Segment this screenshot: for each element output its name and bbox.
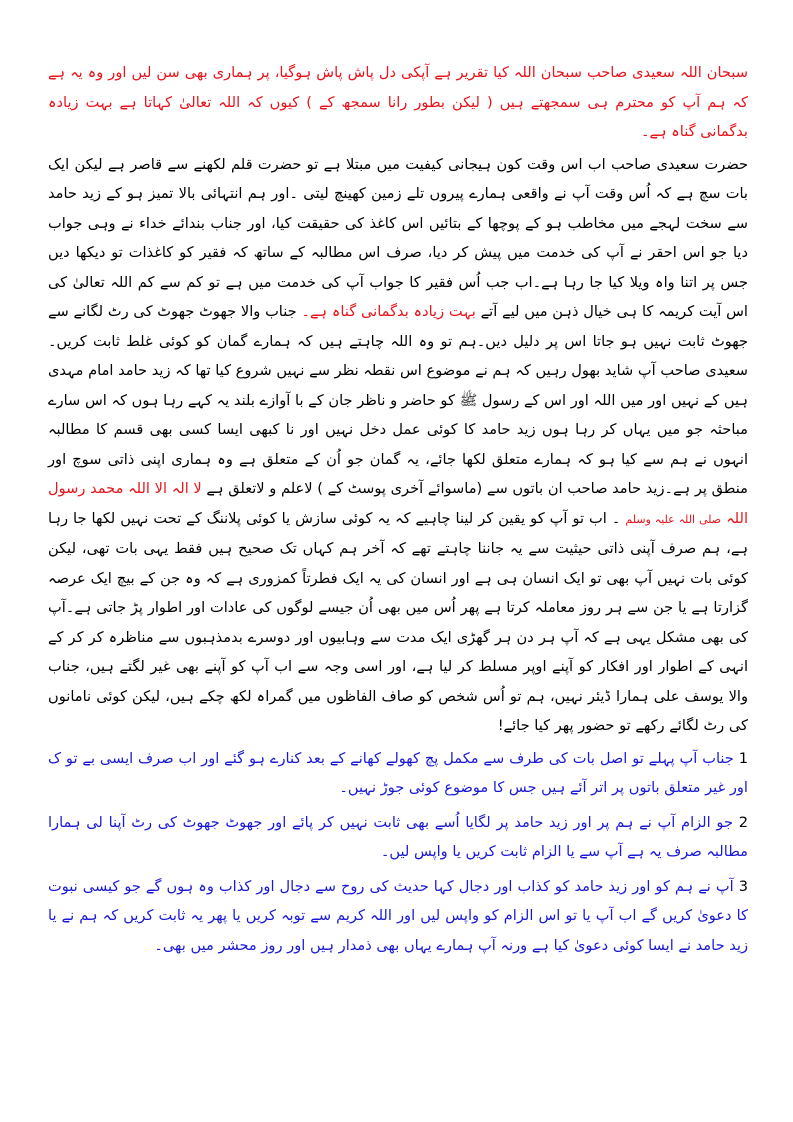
document-page: [48, 58, 748, 960]
point-3-text: آپ نے ہم کو اور زید حامد کو کذاب اور دجال کہا حدیث کی روح سے دجال اور کذاب وہ ہوں گے جو کیسی نبوت کا دعویٰ کریں گے اب آپ یا تو اس الزام کو واپس لیں اور اللہ کریم سے توبہ کریں یا پھر یہ ثابت کریں کہ ہم نے یا زید حامد نے ایسا کوئی دعویٰ کیا ہے ورنہ آپ ہمارے یہاں بھی ذمدار ہیں اور روز محشر میں بھی۔: [48, 877, 748, 954]
point-1: [48, 744, 748, 803]
quran-quote: بہت زیادہ بدگمانی گناہ ہے۔: [301, 303, 476, 320]
point-1-number: 1: [738, 749, 748, 767]
saw-honorific: صلی اللہ علیہ وسلم: [625, 512, 722, 526]
point-1-text: جناب آپ پہلے تو اصل بات کی طرف سے مکمل پچ کھولے کھانے کے بعد کنارے ہو گئے اور اب صرف ایسی بے تو ک اور غیر متعلق باتوں پر اتر آئے ہیں جس کا موضوع کوئی جوڑ نہیں۔: [48, 749, 748, 796]
point-2-number: 2: [738, 813, 748, 831]
intro-line-1: سبحان اللہ سعیدی صاحب سبحان اللہ کیا تقریر ہے آپکی دل پاش پاش ہوگیا، پر ہماری بھی سن لیں اور وہ یہ ہے کہ ہم آپ کو محترم ہی سمجھتے ہیں: [48, 64, 748, 111]
kalima-text: لا الہ الا اللہ محمد رسول اللہ: [48, 480, 749, 527]
main-text-part-3: ۔ اب تو آپ کو یقین کر لینا چاہیے کہ یہ کوئی سازش یا کوئی پلاننگ کے تحت نہیں لکھا جا رہا ہے، ہم صرف آپنی ذاتی حیثیت سے یہ جاننا چاہتے تھے کہ آخر ہم کہاں تک صحیح ہیں فقط یہی بات تھی، لیکن کوئی بات نہیں آپ بھی تو ایک انسان ہی ہے اور انسان کی یہ ایک فطرتاً کمزوری ہے کہ وہ جن کے بیچ ایک عرصہ گزارتا ہے یا جن سے ہر روز معاملہ کرتا ہے پھر اُس میں بھی اُن جیسے لوگوں کی عادات اور اطوار پڑ جاتی ہے۔آپ کی بھی مشکل یہی ہے کہ آپ ہر دن ہر گھڑی ایک مدت سے وہابیوں اور دوسرے بدمذہبوں سے مناظرہ کر کر کے انہی کے اطوار اور افکار کو آپنے اوپر مسلط کر لیا ہے، اور اسی وجہ سے اب آپ کو آپنے بھی غیر لگتے ہیں، جناب والا یوسف علی ہمارا ڈیئر نہیں، ہم تو اُس شخص کو صاف الفاظوں میں گمراہ لکھ چکے ہیں، لیکن کوئی نامانوں کی رٹ لگائے رکھے تو حضور پھر کیا جائے!: [48, 509, 748, 734]
main-paragraph: [48, 150, 748, 741]
intro-line-2: ( لیکن بطور رانا سمجھ کے ) کیوں کہ اللہ تعالیٰ کہاتا ہے بہت زیادہ بدگمانی گناہ ہے۔: [48, 93, 748, 140]
point-2: [48, 808, 748, 867]
main-text-part-2: جناب والا جھوٹ جھوٹ کی رٹ لگانے سے جھوٹ ثابت نہیں ہو جاتا اس پر دلیل دیں۔ہم تو وہ اللہ چاہتے ہیں کہ ہمارے گمان کو کوئی غلط ثابت کریں۔سعیدی صاحب آپ شاید بھول رہیں کہ ہم نے موضوع اس نقطہ نظر سے نہیں شروع کیا تھا کہ زید حامد امام مہدی ہیں کے نہیں اور میں اللہ اور اس کے رسول ﷺ کو حاضر و ناظر جان کے با آوازے بلند یہ کہے رہا ہوں کہ اس سارے مباحثہ جو میں یہاں کر رہا ہوں زید حامد کا کوئی عمل دخل نہیں اور نا کبھی ایسا کسی بھی قسم کا مطالبہ انہوں نے ہم سے کیا ہو کہ ہمارے متعلق لکھا جائے، یہ گمان جو اُن کے متعلق ہے وہ ہماری اپنی ذاتی سوچ اور منطق پر ہے۔زید حامد صاحب ان باتوں سے (ماسوائے آخری پوسٹ کے ) لاعلم و لاتعلق ہے: [48, 303, 748, 497]
point-3-number: 3: [738, 877, 748, 895]
point-3: [48, 872, 748, 961]
intro-paragraph: [48, 58, 748, 147]
point-2-text: جو الزام آپ نے ہم پر اور زید حامد پر لگایا اُسے بھی ثابت نہیں کر پائے اور جھوٹ جھوٹ کی رٹ آپنا لی ہمارا مطالبہ صرف یہ ہے آپ سے یا الزام ثابت کریں یا واپس لیں۔: [48, 813, 748, 860]
main-text-part-1: حضرت سعیدی صاحب اب اس وقت کون ہیجانی کیفیت میں مبتلا ہے تو حضرت قلم لکھنے سے قاصر ہے لیکن ایک بات سچ ہے کہ اُس وقت آپ نے واقعی ہمارے پیروں تلے زمین کھینچ لیتی ۔اور ہم انتہائی بالا تمیز ہو کے زید حامد سے سخت لہجے میں مخاطب ہو کے پوچھا کے بتائیں اس کاغذ کی حقیقت کیا، اور جناب بندائے خداء نے وہی جواب دیا جو اس احقر نے آپ کی خدمت میں پیش کر دیا، صرف اس مطالبہ کے ساتھ کہ فقیر کو کاغذات تو دیکھا دیں جس پر اتنا واہ ویلا کیا جا رہا ہے۔اب جب اُس فقیر کا جواب آپ کی خدمت میں ہے تو کم سے کم اللہ تعالیٰ کی اس آیت کریمہ کا ہی خیال ذہن میں لیے آتے: [48, 155, 748, 320]
